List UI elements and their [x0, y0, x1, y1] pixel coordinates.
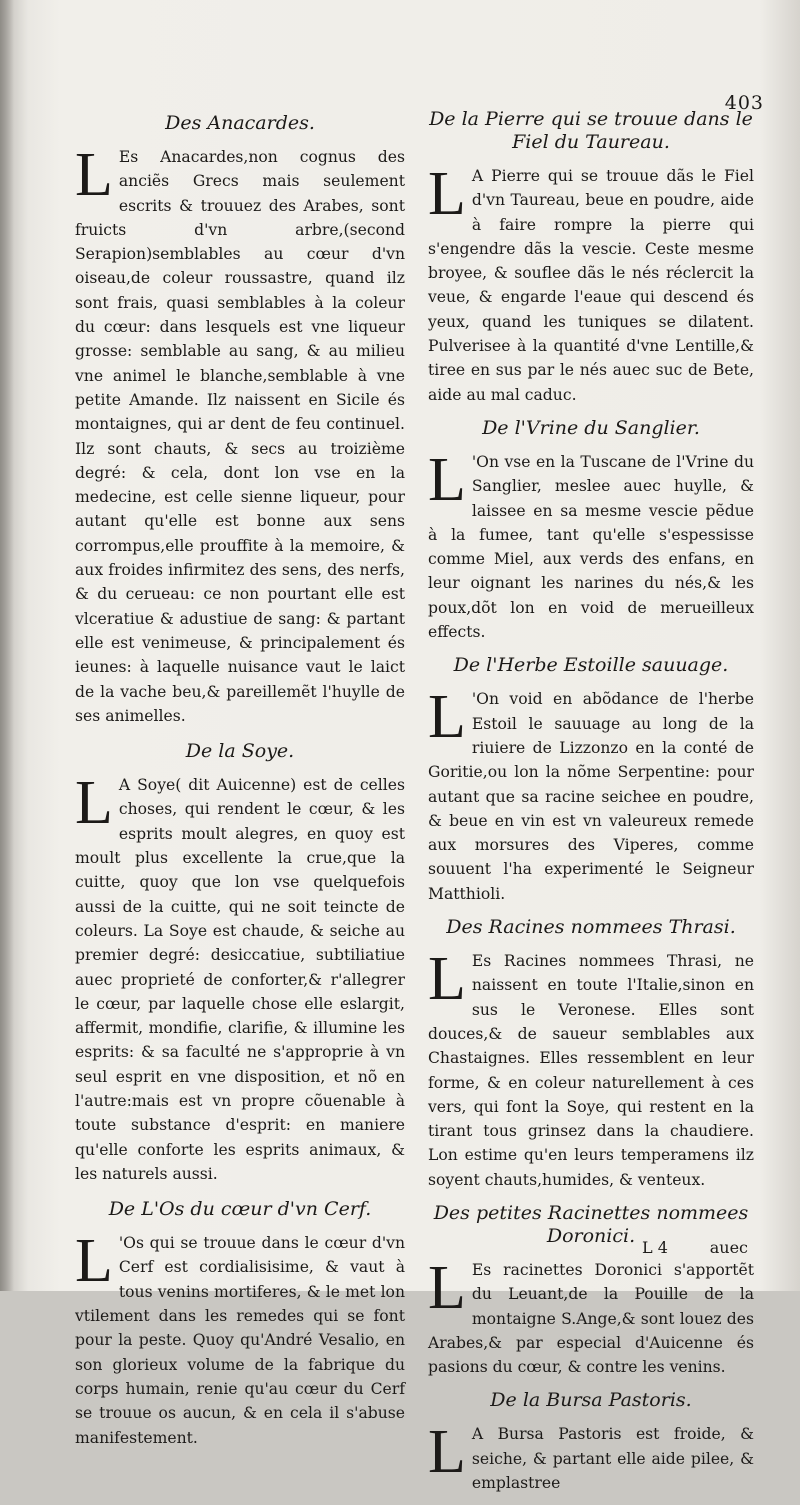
section-pierre-fiel: [428, 108, 754, 407]
section-text: 'On void en abõdance de l'herbe Estoil le sauuage au long de la riuiere de Lizzonzo en la conté de Goritie,ou lon la nõme Serpentine: pour autant que sa racine seichee en poudre, & beue en vin est vn valeureux remede aux morsures des Viperes, comme souuent l'ha experimenté le Seigneur Matthioli.: [428, 690, 754, 903]
section-body: [428, 445, 754, 644]
section-racines-thrasi: [428, 916, 754, 1192]
drop-initial: L: [428, 1253, 466, 1322]
section-heading: De l'Herbe Estoille sauuage.: [453, 654, 729, 677]
section-body: [75, 141, 405, 728]
section-herbe-estoille: [428, 654, 754, 906]
section-body: [428, 1418, 754, 1495]
section-body: [428, 683, 754, 906]
section-heading: De la Soye.: [185, 740, 295, 763]
section-anacardes: [75, 112, 405, 728]
left-column: [75, 100, 405, 1460]
drop-initial: L: [428, 945, 466, 1014]
section-os-cerf: [75, 1198, 405, 1450]
section-text: Es racinettes Doronici s'apportẽt du Leuant,de la Pouille de la montaigne S.Ange,& sont louez des Arabes,& par especial d'Auicenne és pasions du cœur, & contre les venins.: [428, 1260, 754, 1377]
section-heading: Des petites Racinettes nommees Doronici.: [433, 1201, 749, 1247]
section-text: Es Racines nommees Thrasi, ne naissent en toute l'Italie,sinon en sus le Veronese. Elles sont douces,& de saueur semblables aux Chastaignes. Elles ressemblent en leur forme, & en coleur naturellement à ces vers, qui font la Soye, qui restent en la tirant tous grinsez dans la chaudiere. Lon estime qu'en leurs temperamens ilz soyent chauts,humides, & venteux.: [428, 952, 754, 1189]
section-text: A Soye( dit Auicenne) est de celles choses, qui rendent le cœur, & les esprits moult alegres, en quoy est moult plus excellente la crue,que la cuitte, quoy que lon vse quelquefois aussi de la cuitte, qui ne soit teincte de coleurs. La Soye est chaude, & seiche au premier degré: desiccatiue, subtiliatiue auec proprieté de conforter,& r'allegrer le cœur, par laquelle chose elle eslargit, affermit, mondifie, clarifie, & illumine les esprits: & sa faculté ne s'approprie à vn seul esprit en vne disposition, et nõ en l'autre:mais est vn propre cõuenable à toute substance d'esprit: en maniere qu'elle conforte les esprits animaux, & les naturels aussi.: [75, 776, 405, 1183]
drop-initial: L: [428, 683, 466, 752]
drop-initial: L: [75, 1227, 113, 1296]
section-heading: Des Anacardes.: [165, 112, 315, 134]
section-soye: [75, 740, 405, 1186]
section-body: [428, 945, 754, 1192]
section-heading: De la Bursa Pastoris.: [490, 1389, 692, 1412]
section-body: [75, 1227, 405, 1450]
signature-mark: L 4: [642, 1238, 668, 1257]
section-heading: De la Pierre qui se trouue dans le Fiel du Taureau.: [429, 108, 753, 153]
page-number: 403: [724, 92, 764, 114]
drop-initial: L: [428, 160, 466, 228]
section-text: A Pierre qui se trouue dãs le Fiel d'vn Taureau, beue en poudre, aide à faire rompre la pierre qui s'engendre dãs la vescie. Ceste mesme broyee, & souflee dãs le nés réclercit la veue, & engarde l'eaue qui descend és yeux, quand les tuniques se dilatent. Pulverisee à la quantité d'vne Lentille,& tiree en sus par le nés auec suc de Bete, aide au mal caduc.: [428, 167, 754, 404]
drop-initial: L: [75, 141, 113, 209]
section-text: Es Anacardes,non cognus des anciẽs Grecs mais seulement escrits & trouuez des Arabes, sont fruicts d'vn arbre,(second Serapion)semblables au cœur d'vn oiseau,de coleur roussastre, quand ilz sont frais, quasi semblables à la coleur du cœur: dans lesquels est vne liqueur grosse: semblable au sang, & au milieu vne animel le blanche,semblable à vne petite Amande. Ilz naissent en Sicile és montaignes, qui ar dent de feu continuel. Ilz sont chauts, & secs au troizième degré: & cela, dont lon vse en la medecine, est celle sienne liqueur, pour autant qu'elle est bonne aux sens corrompus,elle prouffite à la memoire, & aux froides infirmitez des sens, des nerfs, & du cerueau: ce non pourtant elle est vlceratiue & adustiue de sang: & partant elle est venimeuse, & principalement és ieunes: à laquelle nuisance vaut le laict de la vache beu,& pareillemẽt l'huylle de ses animelles.: [75, 148, 405, 725]
section-heading: De l'Vrine du Sanglier.: [482, 416, 700, 439]
section-text: A Bursa Pastoris est froide, & seiche, & partant elle aide pilee, & emplastree: [471, 1425, 754, 1493]
section-body: [75, 769, 405, 1186]
section-body: [428, 160, 754, 407]
section-bursa-pastoris: [428, 1389, 754, 1495]
drop-initial: L: [428, 1418, 466, 1487]
drop-initial: L: [75, 769, 113, 838]
section-body: [428, 1253, 754, 1379]
section-vrine-sanglier: [428, 417, 754, 644]
section-heading: Des Racines nommees Thrasi.: [446, 916, 736, 939]
section-text: 'On vse en la Tuscane de l'Vrine du Sanglier, meslee auec huylle, & laissee en sa mesme vescie pẽdue à la fumee, tant qu'elle s'espessisse comme Miel, aux verds des enfans, en leur oignant les narines du nés,& les poux,dõt lon en void de merueilleux effects.: [428, 452, 754, 642]
right-column: [428, 100, 754, 1505]
drop-initial: L: [428, 445, 466, 514]
section-heading: De L'Os du cœur d'vn Cerf.: [108, 1198, 372, 1221]
section-text: 'Os qui se trouue dans le cœur d'vn Cerf est cordialisisime, & vaut à tous venins mortiferes, & le met lon vtilement dans les remedes qui se font pour la peste. Quoy qu'André Vesalio, en son glorieux volume de la fabrique du corps humain, renie qu'au cœur du Cerf se trouue os aucun, & en cela il s'abuse manifestement.: [75, 1234, 405, 1447]
catchword: auec: [709, 1238, 748, 1257]
gutter-shadow: [0, 0, 14, 1291]
